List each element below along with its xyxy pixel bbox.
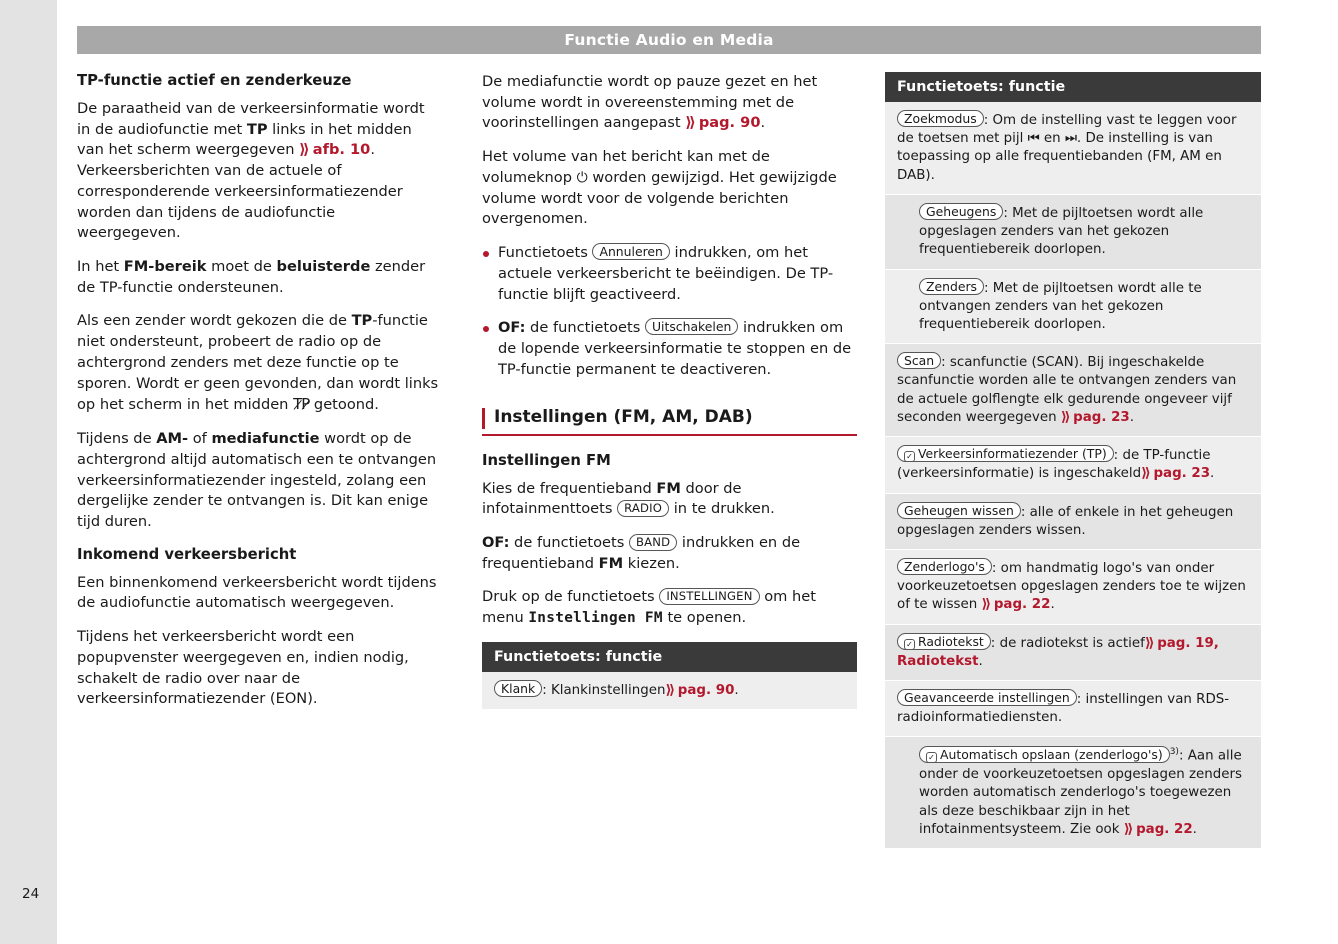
text-run: de functietoets — [509, 533, 629, 551]
softkey-automatisch-opslaan[interactable] — [919, 746, 1170, 763]
text-bold-fm: FM — [656, 479, 681, 497]
reference-arrow-icon: ⟫ — [685, 114, 699, 132]
text-run: getoond. — [309, 396, 379, 414]
table-header-col3: Functietoets: functie — [885, 72, 1261, 102]
table-row — [885, 625, 1261, 681]
checkbox-checked-icon[interactable]: ✓ — [904, 639, 915, 650]
softkey-radiotekst[interactable] — [897, 633, 991, 650]
text-run: om het menu — [482, 588, 816, 627]
text-run: In het — [77, 258, 124, 276]
paragraph-media-pause — [482, 72, 857, 134]
text-run: te openen. — [662, 609, 747, 627]
text-run: : Aan alle onder de voorkeuzetoetsen opgeslagen zenders worden automatisch zenderlogo's toegewezen als deze beschikbaar zijn in het infotainmentsysteem. Zie ook — [919, 748, 1242, 837]
reference-arrow-icon: ⟫ — [1060, 409, 1074, 425]
text-run: . — [1050, 597, 1055, 613]
paragraph-popup-eon: Tijdens het verkeersbericht wordt een popupvenster weergegeven en, indien nodig, schakelt de radio over naar de verkeersinformatiezender (EON). — [77, 628, 409, 708]
content-columns — [77, 72, 1261, 872]
reference-arrow-icon: ⟫ — [1144, 635, 1158, 651]
softkey-zenderlogos[interactable]: Zenderlogo's — [897, 558, 992, 575]
text-run: De mediafunctie wordt op pauze gezet en het volume wordt in overeenstemming met de voorinstellingen aangepast — [482, 73, 818, 132]
table-row — [885, 344, 1261, 437]
checkbox-checked-icon[interactable]: ✓ — [904, 451, 915, 462]
softkey-geheugens[interactable]: Geheugens — [919, 203, 1003, 220]
text-bold-of: OF: — [482, 533, 510, 551]
hardkey-radio[interactable]: RADIO — [617, 500, 669, 517]
table-row — [885, 550, 1261, 625]
text-run: indrukken en de frequentieband — [482, 533, 801, 572]
cross-reference-link[interactable]: pag. 90 — [677, 682, 735, 698]
table-row — [885, 681, 1261, 737]
softkey-klank[interactable]: Klank — [494, 680, 542, 697]
menu-name-instellingen-fm: Instellingen FM — [528, 610, 663, 627]
paragraph-tp-readiness — [77, 99, 442, 244]
text-run: Functietoets — [498, 244, 593, 262]
table-row — [885, 270, 1261, 345]
softkey-scan[interactable]: Scan — [897, 352, 941, 369]
softkey-label: Radiotekst — [918, 633, 984, 649]
column-one — [77, 72, 442, 723]
paragraph-fm-bereik — [77, 257, 442, 298]
cross-reference-link[interactable]: pag. 22 — [993, 597, 1051, 613]
reference-arrow-icon: ⟫ — [299, 141, 313, 159]
reference-arrow-icon: ⟫ — [981, 597, 994, 613]
bullet-cancel-message — [482, 243, 857, 305]
reference-arrow-icon: ⟫ — [1141, 466, 1154, 482]
text-run: indrukken om de lopende verkeersinformatie te stoppen en de TP-functie permanent te deactiveren. — [498, 319, 852, 378]
text-run: . — [978, 653, 983, 669]
table-row — [885, 102, 1261, 195]
text-run: : Met de pijltoetsen wordt alle opgeslagen zenders van het gekozen frequentiebereik doorlopen. — [919, 205, 1204, 258]
softkey-uitschakelen[interactable]: Uitschakelen — [645, 318, 738, 335]
table-row — [885, 437, 1261, 493]
text-run: Kies de frequentieband — [482, 479, 657, 497]
softkey-band[interactable]: BAND — [629, 534, 677, 551]
softkey-instellingen[interactable]: INSTELLINGEN — [659, 588, 759, 605]
paragraph-am-media — [77, 429, 442, 533]
text-run: Als een zender wordt gekozen die de — [77, 312, 352, 330]
table-row — [885, 737, 1261, 848]
text-run: of — [188, 430, 212, 448]
column-three — [885, 72, 1261, 848]
text-run: Druk op de functietoets — [482, 588, 660, 606]
page-header-title: Functie Audio en Media — [564, 31, 774, 49]
text-run: Tijdens de — [77, 430, 157, 448]
reference-arrow-icon: ⟫ — [1123, 821, 1137, 837]
cross-reference-link[interactable]: pag. 90 — [698, 114, 761, 132]
paragraph-volume-knob — [482, 147, 857, 230]
text-run: zender de TP-functie ondersteunen. — [77, 258, 426, 296]
heading-instellingen-fm: Instellingen FM — [482, 451, 611, 469]
text-bold-media: mediafunctie — [211, 430, 320, 448]
cross-reference-link[interactable]: pag. 23 — [1153, 466, 1211, 482]
table-row — [482, 672, 857, 709]
text-run: Het volume van het bericht kan met de volumeknop — [482, 148, 770, 186]
softkey-zoekmodus[interactable]: Zoekmodus — [897, 110, 984, 127]
page-number: 24 — [22, 886, 40, 902]
tp-crossed-icon: T̷P̷ — [293, 395, 310, 414]
text-run: . — [760, 114, 766, 132]
text-run: wordt op de achtergrond altijd automatisch een te ontvangen verkeersinformatiezender ingesteld, zolang een dergelijke zender te ontvangen is. Dit kan enige tijd duren. — [77, 430, 437, 530]
text-bold-of: OF: — [498, 319, 526, 337]
softkey-zenders[interactable]: Zenders — [919, 278, 984, 295]
footnote-marker: 3) — [1169, 747, 1179, 758]
text-run: : Met de pijltoetsen wordt alle te ontvangen zenders van het gekozen frequentiebereik doorlopen. — [919, 280, 1202, 332]
paragraph-or-band — [482, 533, 857, 574]
reference-arrow-icon: ⟫ — [665, 682, 678, 698]
text-bold-fm: FM-bereik — [123, 258, 207, 276]
text-run: : instellingen van RDS-radioinformatiediensten. — [897, 692, 1230, 726]
softkey-label: Automatisch opslaan (zenderlogo's) — [940, 746, 1163, 762]
text-run: . Verkeersberichten van de actuele of corresponderende verkeersinformatiezender worden dan tijdens de audiofunctie weergegeven. — [77, 141, 403, 242]
page-margin-band — [0, 0, 57, 944]
text-run: : Om de instelling vast te leggen voor de toetsen met pijl ⏮ en ⏭. De instelling is van toepassing op alle frequentiebanden (FM, AM en DAB). — [897, 113, 1237, 183]
text-run: . — [734, 682, 739, 698]
text-bold-am: AM- — [156, 430, 189, 448]
column-two — [482, 72, 857, 709]
text-run: door de infotainmenttoets — [482, 479, 742, 518]
text-run: : scanfunctie (SCAN). Bij ingeschakelde scanfunctie worden alle te ontvangen zenders van de actuele golflengte elk gedurende ongeveer vijf seconden weergegeven — [897, 355, 1237, 425]
text-bold-beluisterde: beluisterde — [276, 258, 371, 276]
text-run: de functietoets — [525, 319, 645, 337]
text-run: : alle of enkele in het geheugen opgeslagen zenders wissen. — [897, 504, 1234, 538]
text-bold-fm: FM — [598, 554, 624, 572]
text-run: : de TP-functie (verkeersinformatie) is ingeschakeld — [897, 448, 1211, 482]
heading-tp-functie: TP-functie actief en zenderkeuze — [77, 72, 352, 89]
text-bold-tp: TP — [246, 120, 268, 138]
text-run: kiezen. — [623, 554, 680, 572]
table-header-col2: Functietoets: functie — [482, 642, 857, 672]
softkey-verkeersinformatiezender-tp[interactable] — [897, 445, 1114, 462]
cross-reference-link[interactable]: pag. 23 — [1073, 409, 1130, 425]
section-accent-bar — [482, 408, 485, 429]
paragraph-choose-fm — [482, 479, 857, 520]
text-run: links in het midden van het scherm weergegeven — [77, 120, 412, 159]
heading-inkomend-verkeersbericht: Inkomend verkeersbericht — [77, 545, 297, 563]
softkey-annuleren[interactable]: Annuleren — [592, 243, 669, 260]
paragraph-open-settings — [482, 587, 857, 628]
text-run: : om handmatig logo's van onder voorkeuzetoetsen opgeslagen zenders toe te wijzen of te wissen — [897, 560, 1246, 613]
text-run: in te drukken. — [669, 500, 775, 518]
text-run: . — [1210, 466, 1215, 482]
text-run: : Klankinstellingen — [542, 682, 666, 698]
softkey-geavanceerde-instellingen[interactable]: Geavanceerde instellingen — [897, 689, 1077, 706]
text-run: . — [1192, 821, 1197, 837]
cross-reference-link[interactable]: pag. 19, Radiotekst — [897, 635, 1219, 669]
bullet-switch-off — [482, 318, 857, 380]
text-run: : de radiotekst is actief — [990, 635, 1145, 651]
text-run: indrukken, om het actuele verkeersbericht te beëindigen. De TP-functie blijft geactiveerd. — [498, 244, 834, 303]
text-run: De paraatheid van de verkeersinformatie wordt in de audiofunctie met — [77, 100, 425, 138]
table-row — [885, 494, 1261, 550]
paragraph-no-tp-station — [77, 311, 442, 416]
checkbox-checked-icon[interactable]: ✓ — [926, 752, 937, 763]
text-run: moet de — [206, 258, 277, 276]
paragraph-incoming-message: Een binnenkomend verkeersbericht wordt tijdens de audiofunctie automatisch weergegeven. — [77, 573, 437, 612]
cross-reference-link[interactable]: afb. 10 — [312, 141, 371, 159]
table-row — [885, 195, 1261, 270]
section-heading-instellingen — [482, 407, 857, 436]
text-run: . — [1129, 409, 1135, 425]
section-title-text: Instellingen (FM, AM, DAB) — [494, 406, 753, 427]
power-knob-icon: ⏻ — [576, 169, 588, 186]
softkey-label: Verkeersinformatiezender (TP) — [918, 446, 1107, 462]
page-header — [77, 26, 1261, 54]
text-run: -functie niet ondersteunt, probeert de radio op de achtergrond zenders met deze functie op te sporen. Wordt er geen gevonden, dan wordt links op het scherm in het midden — [77, 312, 439, 414]
softkey-geheugen-wissen[interactable]: Geheugen wissen — [897, 502, 1021, 519]
cross-reference-link[interactable]: pag. 22 — [1136, 821, 1193, 837]
text-bold-tp2: TP — [351, 312, 373, 330]
text-run: worden gewijzigd. Het gewijzigde volume wordt voor de volgende berichten overgenomen. — [482, 168, 837, 228]
